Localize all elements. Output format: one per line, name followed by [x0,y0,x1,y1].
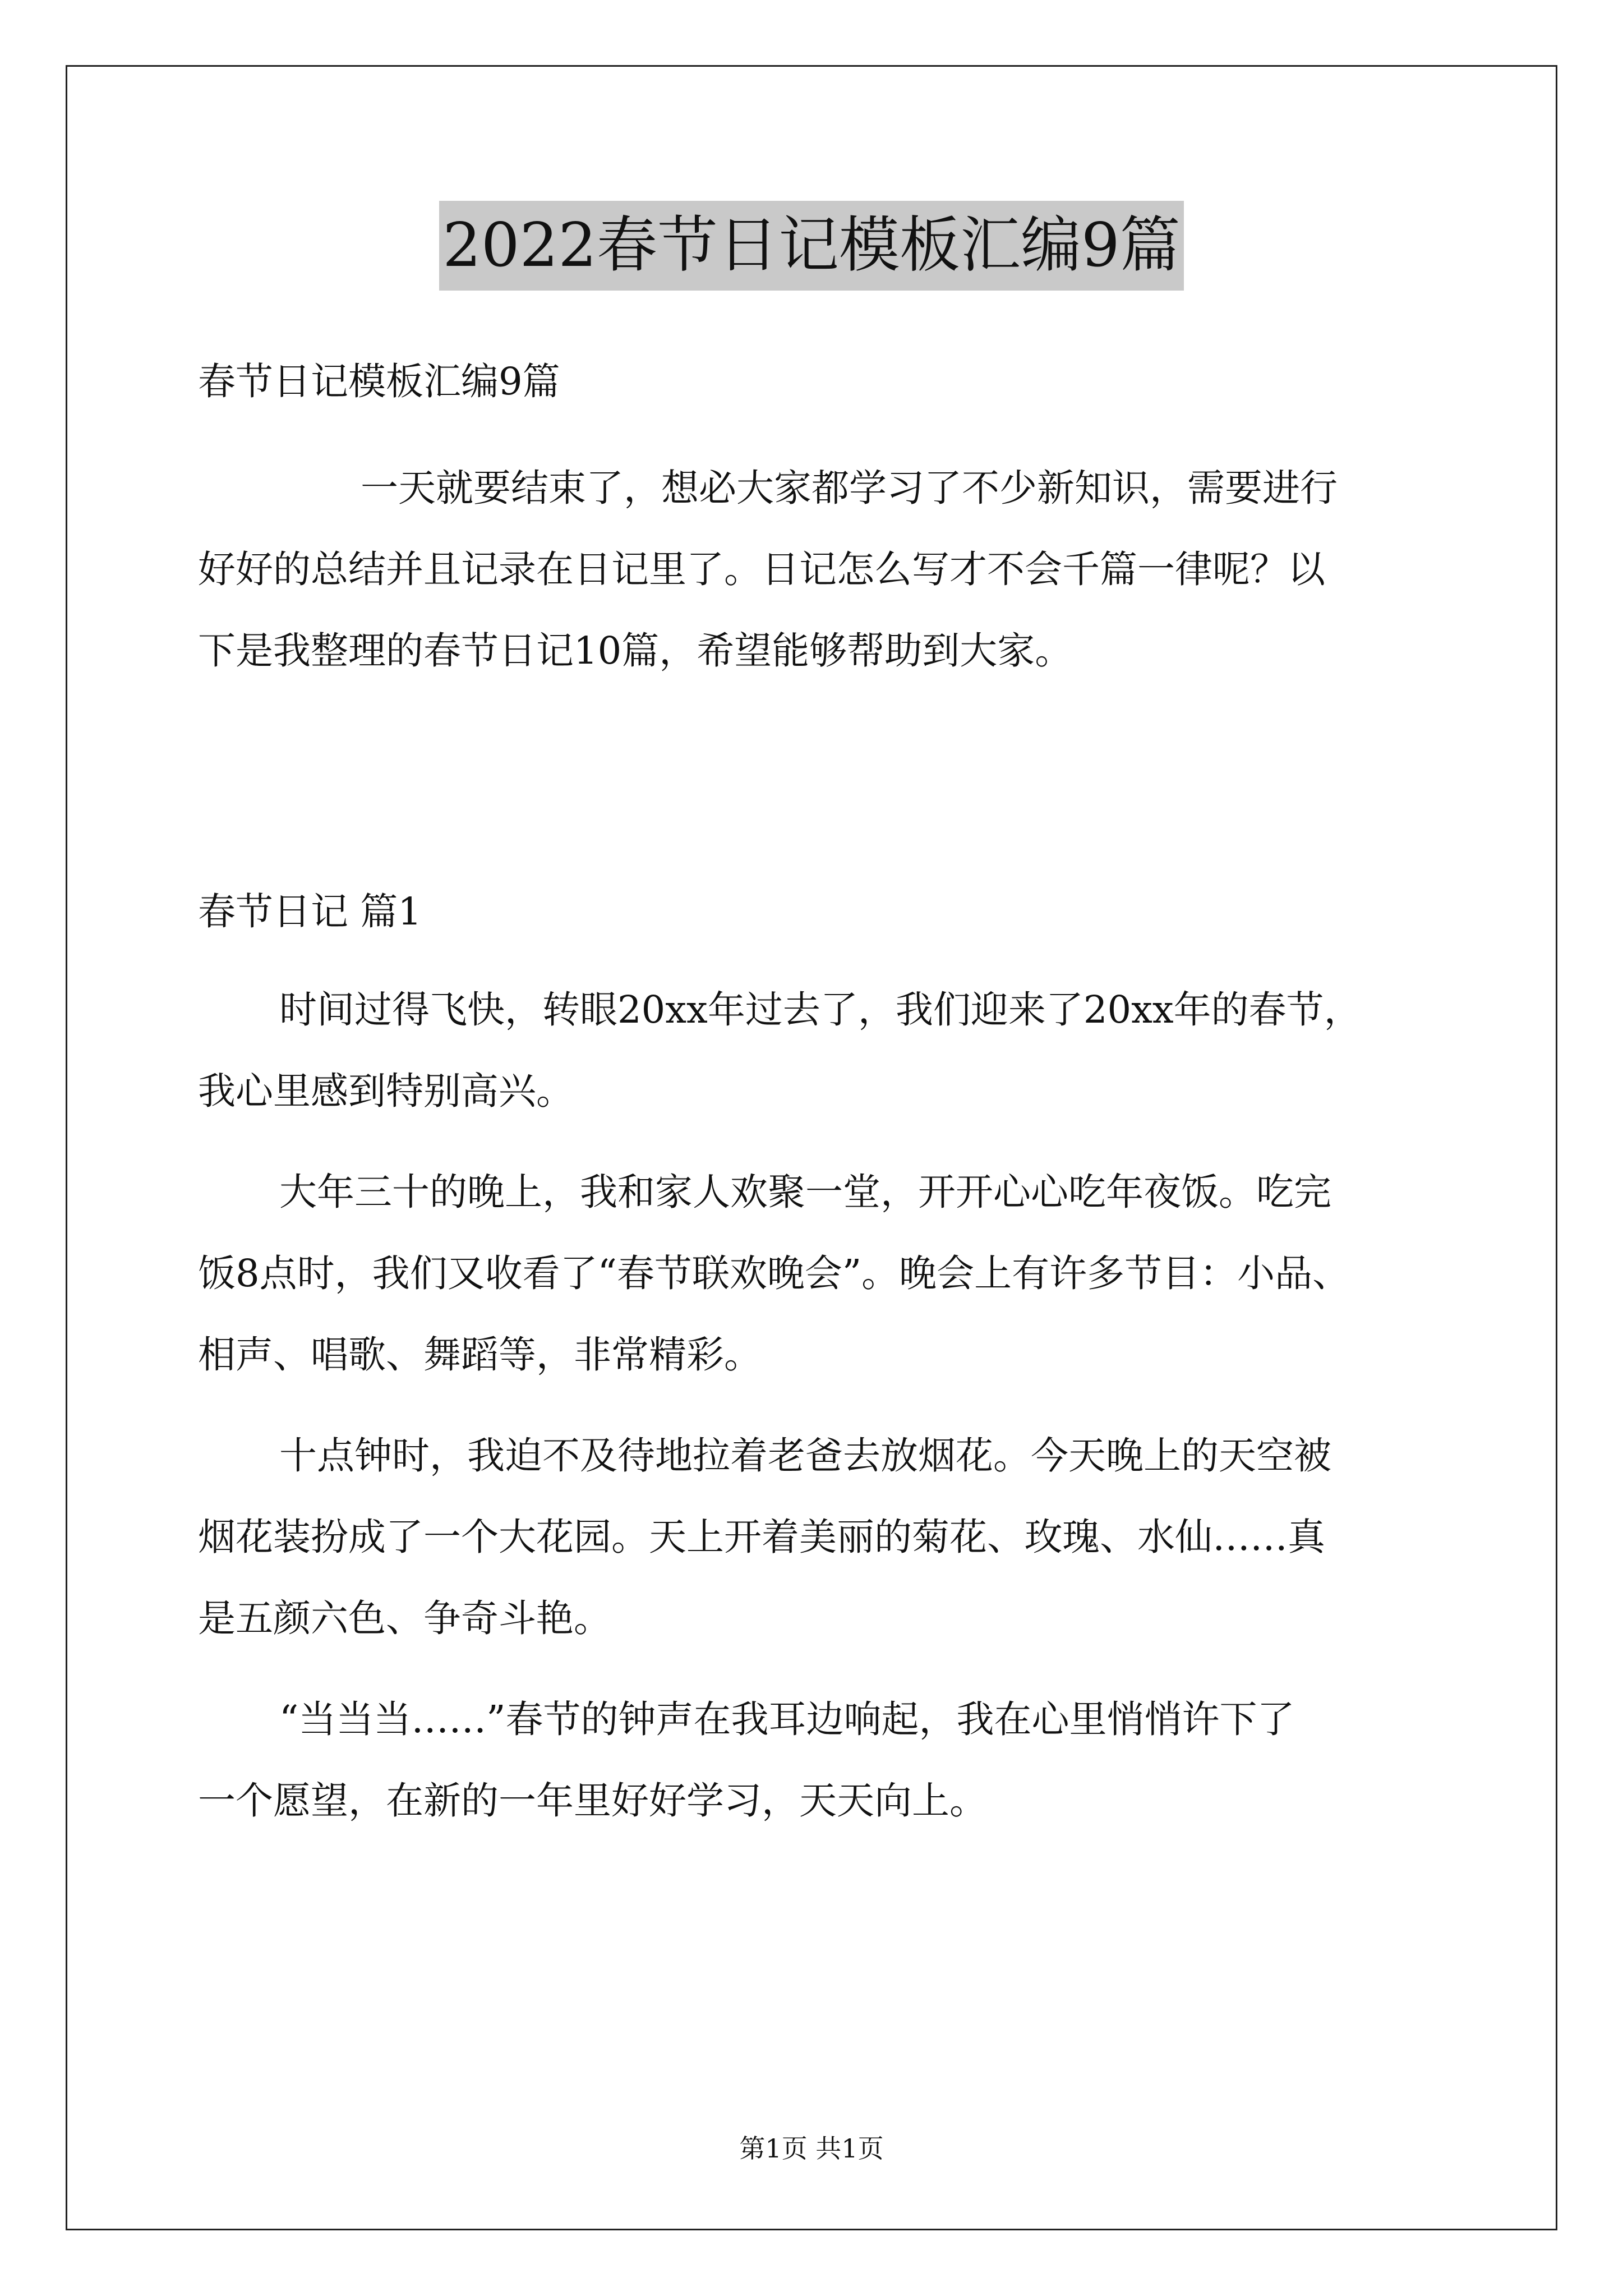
paragraph-line: 相声、唱歌、舞蹈等，非常精彩。 [198,1333,762,1377]
paragraph-line: 烟花装扮成了一个大花园。天上开着美丽的菊花、玫瑰、水仙……真 [198,1515,1325,1559]
paragraph-line: 时间过得飞快，转眼20xx年过去了，我们迎来了20xx年的春节， [279,988,1362,1032]
paragraph-line: 饭8点时，我们又收看了“春节联欢晚会”。晚会上有许多节目：小品、 [198,1251,1350,1295]
intro-line-3: 下是我整理的春节日记10篇，希望能够帮助到大家。 [198,629,1073,673]
title-container [0,201,1623,291]
paragraph-line: 大年三十的晚上，我和家人欢聚一堂，开开心心吃年夜饭。吃完 [279,1170,1331,1214]
paragraph-line: “当当当……”春节的钟声在我耳边响起，我在心里悄悄许下了 [279,1697,1295,1741]
intro-line-2: 好好的总结并且记录在日记里了。日记怎么写才不会千篇一律呢？以 [198,547,1325,591]
paragraph-line: 十点钟时，我迫不及待地拉着老爸去放烟花。今天晚上的天空被 [279,1434,1331,1478]
page-footer: 第1页 共1页 [739,2133,884,2164]
intro-line-1: 一天就要结束了，想必大家都学习了不少新知识，需要进行 [361,466,1338,510]
section-heading: 春节日记 篇1 [198,890,422,933]
paragraph-line: 一个愿望，在新的一年里好好学习，天天向上。 [198,1779,987,1823]
document-title: 2022春节日记模板汇编9篇 [439,201,1184,291]
paragraph-line: 我心里感到特别高兴。 [198,1069,574,1113]
paragraph-line: 是五颜六色、争奇斗艳。 [198,1596,611,1640]
subtitle-line: 春节日记模板汇编9篇 [198,360,560,403]
